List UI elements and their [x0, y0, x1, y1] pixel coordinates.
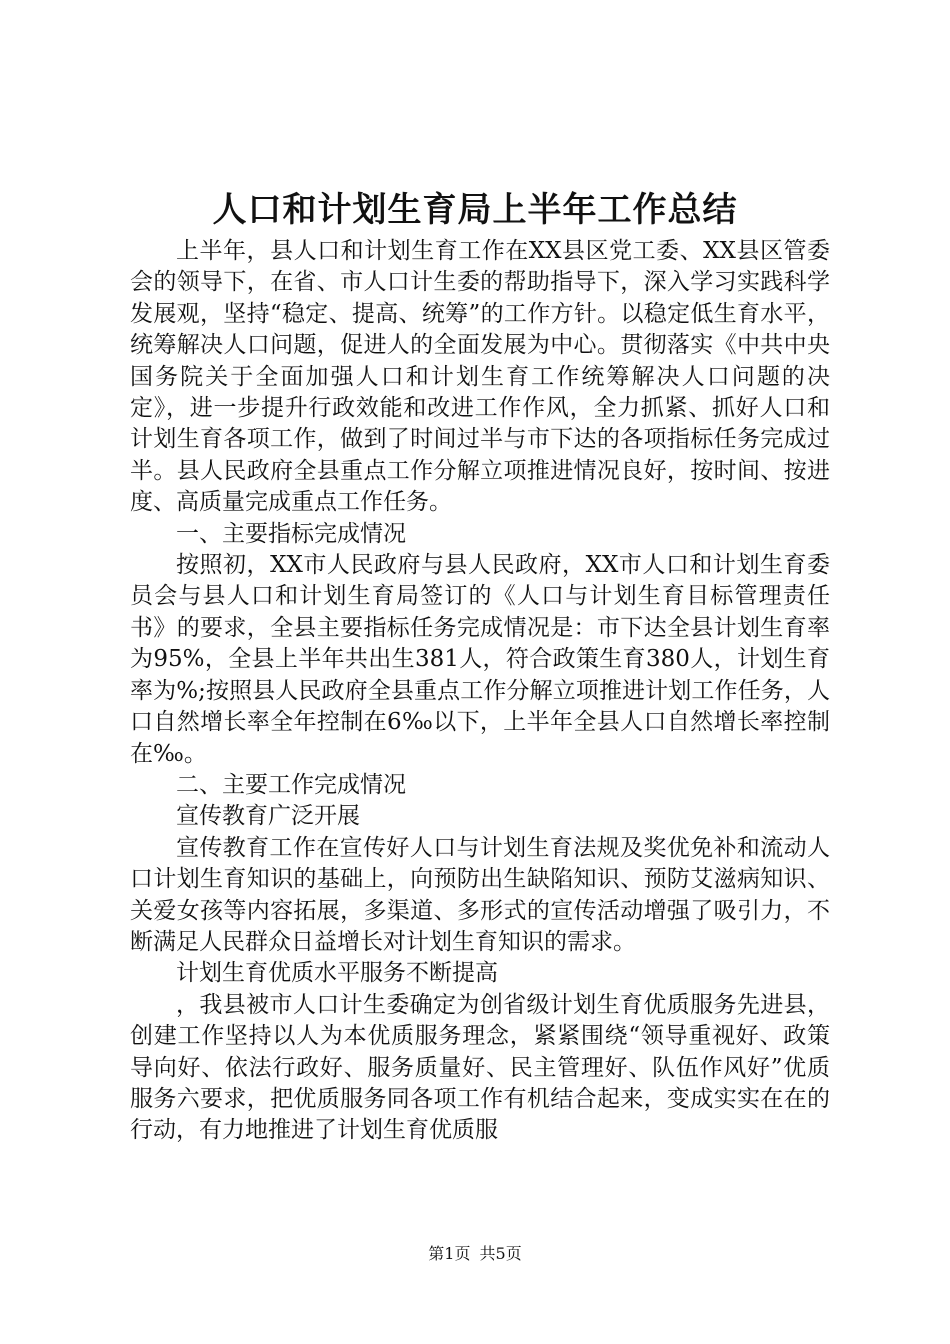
page-number: 第1页	[428, 1244, 471, 1263]
document-title: 人口和计划生育局上半年工作总结	[212, 190, 738, 230]
paragraph-quality-service: ，我县被市人口计生委确定为创省级计划生育优质服务先进县，创建工作坚持以人为本优质服务理念，紧紧围绕“领导重视好、政策导向好、依法行政好、服务质量好、民主管理好、队伍作风好”优质服务六要求，把优质服务同各项工作有机结合起来，变成实实在在的行动，有力地推进了计划生育优质服	[130, 991, 830, 1144]
paragraph-publicity: 宣传教育工作在宣传好人口与计划生育法规及奖优免补和流动人口计划生育知识的基础上，向预防出生缺陷知识、预防艾滋病知识、关爱女孩等内容拓展，多渠道、多形式的宣传活动增强了吸引力，不断满足人民群众日益增长对计划生育知识的需求。	[130, 834, 830, 955]
paragraph-indicators: 按照初，XX市人民政府与县人民政府，XX市人口和计划生育委员会与县人口和计划生育局签订的《人口与计划生育目标管理责任书》的要求，全县主要指标任务完成情况是：市下达全县计划生育率为95%，全县上半年共出生381人，符合政策生育380人，计划生育率为%;按照县人民政府全县重点工作分解立项推进计划工作任务，人口自然增长率全年控制在6‰以下，上半年全县人口自然增长率控制在‰。	[130, 552, 830, 767]
page-total: 共5页	[479, 1244, 522, 1263]
section-heading-1: 一、主要指标完成情况	[176, 520, 406, 547]
section-heading-2: 二、主要工作完成情况	[176, 771, 406, 798]
subheading-quality-service: 计划生育优质水平服务不断提高	[176, 960, 498, 987]
page-footer	[0, 1242, 950, 1266]
document-body	[130, 236, 830, 1147]
paragraph-intro: 上半年，县人口和计划生育工作在XX县区党工委、XX县区管委会的领导下，在省、市人口计生委的帮助指导下，深入学习实践科学发展观，坚持“稳定、提高、统筹”的工作方针。以稳定低生育水平，统筹解决人口问题，促进人的全面发展为中心。贯彻落实《中共中央国务院关于全面加强人口和计划生育工作统筹解决人口问题的决定》，进一步提升行政效能和改进工作作风，全力抓紧、抓好人口和计划生育各项工作，做到了时间过半与市下达的各项指标任务完成过半。县人民政府全县重点工作分解立项推进情况良好，按时间、按进度、高质量完成重点工作任务。	[130, 238, 830, 516]
subheading-publicity: 宣传教育广泛开展	[176, 803, 360, 830]
